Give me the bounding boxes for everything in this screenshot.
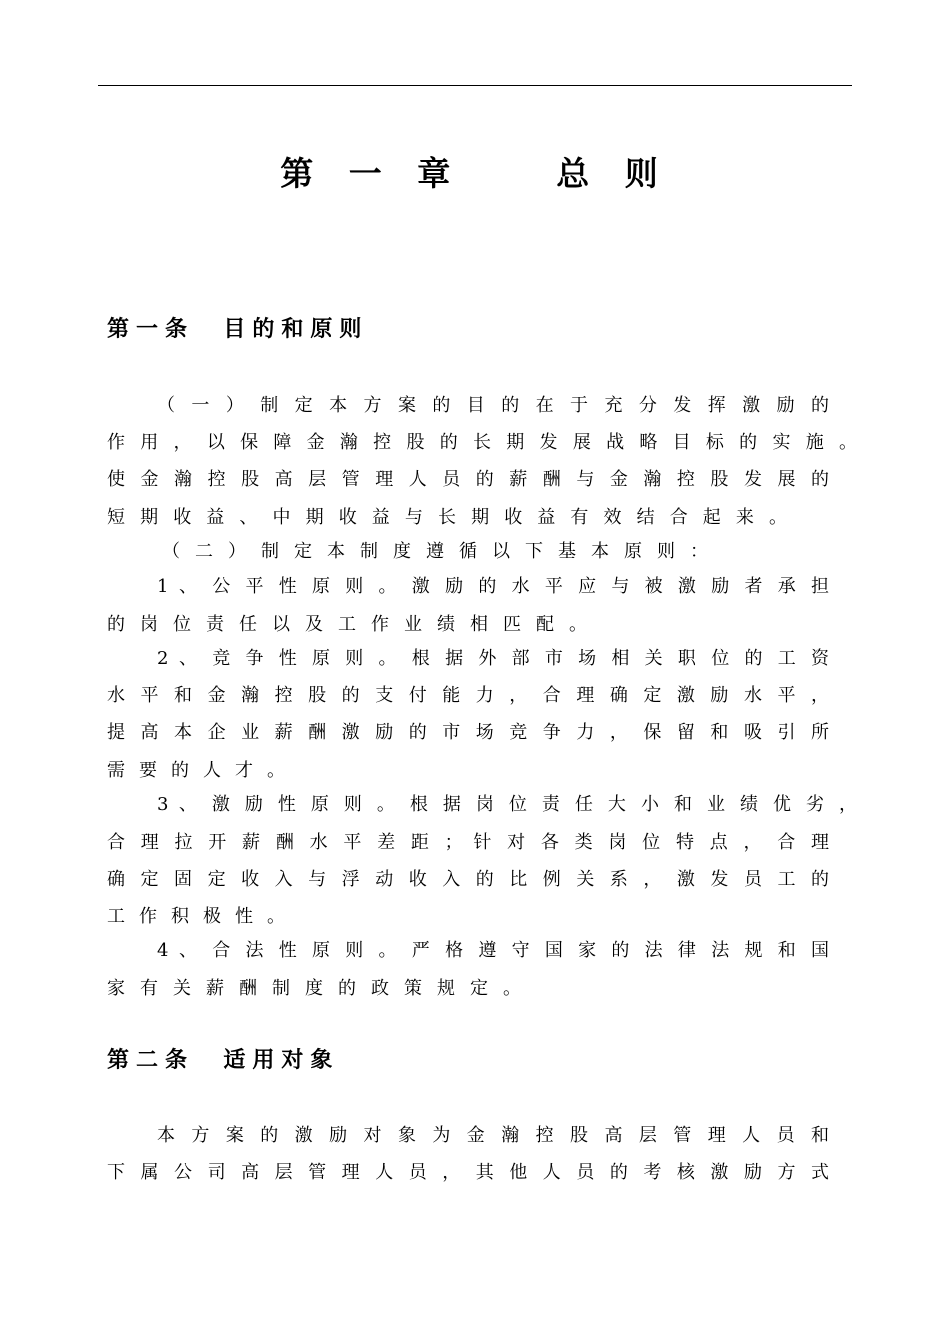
article-2-line-1: 本 方 案 的 激 励 对 象 为 金 瀚 控 股 高 层 管 理 人 员 和 bbox=[157, 1125, 829, 1146]
article-2-heading: 第二条 适用对象 bbox=[107, 1048, 340, 1073]
article-1-line-3: 使 金 瀚 控 股 高 层 管 理 人 员 的 薪 酬 与 金 瀚 控 股 发 展 的 bbox=[107, 469, 829, 490]
article-1-line-14: 确 定 固 定 收 入 与 浮 动 收 入 的 比 例 关 系 ， 激 发 员 工 的 bbox=[107, 869, 829, 890]
article-1-line-6: 1 、 公 平 性 原 则 。 激 励 的 水 平 应 与 被 激 励 者 承 担 bbox=[157, 576, 829, 597]
article-1-line-13: 合 理 拉 开 薪 酬 水 平 差 距 ； 针 对 各 类 岗 位 特 点 ， 合 理 bbox=[107, 832, 829, 853]
article-1-line-17: 家 有 关 薪 酬 制 度 的 政 策 规 定 。 bbox=[107, 978, 521, 999]
article-1-line-1: （ 一 ） 制 定 本 方 案 的 目 的 在 于 充 分 发 挥 激 励 的 bbox=[157, 395, 829, 416]
chapter-title: 第 一 章 总 则 bbox=[280, 154, 670, 193]
article-1-line-5: （ 二 ） 制 定 本 制 度 遵 循 以 下 基 本 原 则 ： bbox=[162, 541, 708, 562]
article-1-heading: 第一条 目的和原则 bbox=[107, 317, 369, 342]
article-1-line-8: 2 、 竞 争 性 原 则 。 根 据 外 部 市 场 相 关 职 位 的 工 资 bbox=[157, 648, 829, 669]
article-1-line-2: 作 用 ， 以 保 障 金 瀚 控 股 的 长 期 发 展 战 略 目 标 的 实 施 。 bbox=[107, 432, 857, 453]
article-1-line-15: 工 作 积 极 性 。 bbox=[107, 906, 285, 927]
article-1-line-9: 水 平 和 金 瀚 控 股 的 支 付 能 力 ， 合 理 确 定 激 励 水 平 ， bbox=[107, 685, 829, 706]
article-1-line-4: 短 期 收 益 、 中 期 收 益 与 长 期 收 益 有 效 结 合 起 来 。 bbox=[107, 507, 787, 528]
article-1-line-11: 需 要 的 人 才 。 bbox=[107, 760, 285, 781]
article-1-line-16: 4 、 合 法 性 原 则 。 严 格 遵 守 国 家 的 法 律 法 规 和 国 bbox=[157, 940, 829, 961]
article-2-line-2: 下 属 公 司 高 层 管 理 人 员 ， 其 他 人 员 的 考 核 激 励 方 式 bbox=[107, 1162, 829, 1183]
article-1-line-10: 提 高 本 企 业 薪 酬 激 励 的 市 场 竞 争 力 ， 保 留 和 吸 引 所 bbox=[107, 722, 829, 743]
article-1-line-7: 的 岗 位 责 任 以 及 工 作 业 绩 相 匹 配 。 bbox=[107, 614, 587, 635]
article-1-line-12: 3 、 激 励 性 原 则 。 根 据 岗 位 责 任 大 小 和 业 绩 优 劣 ， bbox=[157, 794, 857, 815]
header-rule bbox=[98, 85, 852, 86]
